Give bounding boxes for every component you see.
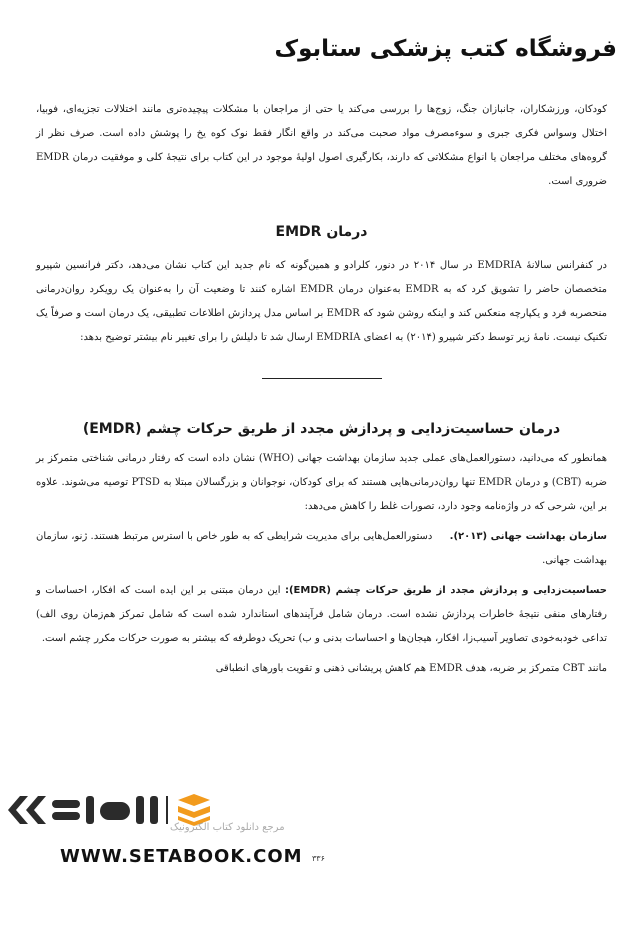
emdr-definition [36, 579, 607, 651]
who-citation [36, 525, 607, 573]
horizontal-divider [262, 378, 382, 379]
emdr-definition-lead: حساسیت‌زدایی و پردازش مجدد از طریق حرکات چشم (EMDR): [284, 585, 607, 596]
document-body [36, 98, 607, 681]
intro-paragraph: کودکان، ورزشکاران، جانبازان جنگ، زوج‌ها را بررسی می‌کند یا حتی از مراجعان با مشکلات پیچیده‌تری مانند اختلالات تجزیه‌ای، فوبیا، اختلال وسواس فکری جبری و سوءمصرف مواد صحبت می‌کند در واقع انگار فقط نوک کوه یخ را پوشش داده است. صرف نظر از گروه‌های مختلف مراجعان یا انواع مشکلاتی که دارند، بکارگیری اصول اولیهٔ موجود در این کتاب برای نتیجهٔ کلی و موفقیت درمان EMDR ضروری است. [36, 104, 607, 187]
section-heading-emdr-therapy: درمان EMDR [275, 224, 368, 240]
section-heading-emdr-full: درمان حساسیت‌زدایی و پردازش مجدد از طریق حرکات چشم (EMDR) [82, 421, 561, 437]
who-citation-lead: سازمان بهداشت جهانی (۲۰۱۳). [449, 531, 607, 542]
cbt-comparison-paragraph: مانند CBT متمرکز بر ضربه، هدف EMDR هم کاهش پریشانی ذهنی و تقویت باورهای انطباقی [215, 663, 607, 674]
who-guidelines-paragraph: همانطور که می‌دانید، دستورالعمل‌های عملی جدید سازمان بهداشت جهانی (WHO) نشان داده است که رفتار درمانی شناختی متمرکز بر ضربه (CBT) و درمان EMDR تنها روان‌درمانی‌هایی هستند که برای کودکان، نوجوانان و بزرگسالان مبتلا به PTSD توصیه می‌شوند. علاوه بر این، شرحی که در واژه‌نامه وجود دارد، تصورات غلط را کاهش می‌دهد: [36, 453, 607, 512]
page-number: ۳۳۶ [312, 854, 325, 863]
site-url[interactable]: WWW.SETABOOK.COM [60, 846, 303, 867]
conference-paragraph: در کنفرانس سالانهٔ EMDRIA در سال ۲۰۱۴ در دنور، کلرادو و همین‌گونه که نام جدید این کتاب نشان می‌دهد، دکتر فرانسین شپیرو متخصصان حاضر را تشویق کرد که به EMDR به‌عنوان درمان EMDR اشاره کنند تا وضعیت آن را به‌عنوان یک رویکرد روان‌درمانی منحصربه فرد و یکپارچه منعکس کند و اینکه روشن شود که EMDR بر اساس مدل پردازش اطلاعات تطبیقی، یک درمان است و صرفاً یک تکنیک نیست. نامهٔ زیر توسط دکتر شپیرو (۲۰۱۴) به اعضای EMDRIA ارسال شد تا دلیلش را برای تغییر نام بیشتر توضیح بدهد: [36, 260, 607, 343]
page-title: فروشگاه کتب پزشکی ستابوک [274, 36, 617, 62]
who-citation-text: دستورالعمل‌هایی برای مدیریت شرایطی که به طور خاص با استرس مرتبط هستند. ژنو، سازمان بهداشت جهانی. [36, 531, 607, 566]
watermark-text: مرجع دانلود کتاب الکترونیک [170, 822, 285, 833]
emdr-definition-text: این درمان مبتنی بر این ایده است که افکار، احساسات و رفتارهای منفی نتیجهٔ خاطرات پردازش نشده است. درمان شامل فرآیندهای استاندارد شده است که شامل تمرکز هم‌زمان روی الف) تداعی خودبه‌خودی تصاویر آسیب‌زا، افکار، هیجان‌ها و احساسات بدنی و ب) تحریک دوطرفه که بیشتر به صورت حرکات مکرر چشم است. [36, 585, 607, 644]
